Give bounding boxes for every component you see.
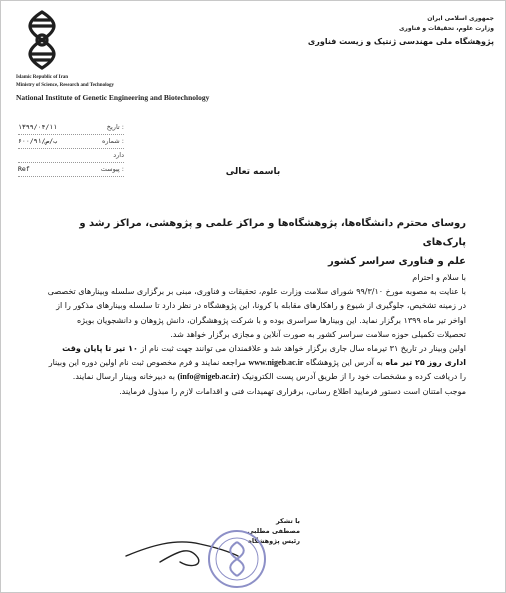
recipients [46, 214, 466, 271]
persian-header [234, 14, 494, 48]
letter-heading: باسمه تعالی [225, 167, 281, 177]
email-link[interactable]: (info@nigeb.ac.ir) [177, 372, 240, 382]
country-en: Islamic Republic of Iran [16, 75, 69, 80]
paragraph-3: موجب امتنان است دستور فرمایید اطلاع رسانی، برقراری تهمیدات فنی و اقدامات لازم را مبذول فرمایند. [119, 386, 466, 396]
official-stamp [206, 528, 268, 590]
attachment-label: پیوست : [100, 165, 124, 173]
ministry-en: Ministry of Science, Research and Technology [16, 83, 114, 88]
date-label: تاریخ : [106, 123, 124, 131]
date-value: ۱۳۹۹/۰۴/۱۱ [18, 123, 58, 131]
paragraph-2 [46, 342, 466, 385]
has-row [18, 149, 124, 163]
recipients-line-2: علم و فناوری سراسر کشور [328, 256, 466, 267]
registration-period: ۱۰ تیر تا پایان وقت اداری روز ۲۵ تیر ماه [62, 344, 466, 368]
institute-logo [16, 8, 68, 72]
number-row [18, 135, 124, 149]
p2-middle: به آدرس این پژوهشگاه [303, 358, 386, 368]
letter-body [46, 271, 466, 399]
attachment-value: Ref [18, 165, 30, 173]
p2-end: به دبیرخانه وبینار ارسال نمایند. [72, 372, 178, 382]
country-fa: جمهوری اسلامی ایران [427, 15, 494, 22]
number-label: شماره : [102, 137, 124, 145]
paragraph-1: با عنایت به مصوبه مورخ ۹۹/۳/۱۰ شورای سلامت وزارت علوم، تحقیقات و فناوری، مبنی بر برگزاری سلسله وبینارهای تخصصی در زمینه تشخیص، جلوگیری از شیوع و راهکارهای مقابله با کرونا، این پژوهشگاه در نظر دارد تا سلسله وبینارهای مذکور را از اواخر تیر ماه ۱۳۹۹ برگزار نماید. این وبینارها سراسری بوده و با شرکت پژوهشگران، دانش پژوهان و دانشجویان بویژه تحصیلات تکمیلی حوزه سلامت سراسر کشور به صورت آنلاین و مجازی برگزار خواهد شد. [47, 287, 466, 339]
number-value: ۶۰۰/ب/ص/۹۱ [18, 137, 58, 145]
p2-before: اولین وبینار در تاریخ ۳۱ تیرماه سال جاری برگزار خواهد شد و علاقمندان می توانند جهت ثبت نام از [137, 344, 466, 354]
website-link[interactable]: www.nigeb.ac.ir [248, 358, 304, 368]
institute-name-en: National Institute of Genetic Engineering and Biotechnology [16, 93, 210, 102]
signer-name: مصطفی مطلبی [247, 527, 300, 535]
ministry-fa: وزارت علوم، تحقیقات و فناوری [398, 25, 494, 32]
signer-title: رئیس پژوهشگاه [248, 537, 300, 545]
recipients-line-1: روسای محترم دانشگاه‌ها، پژوهشگاه‌ها و مراکز علمی و پژوهشی، مراکز رشد و پارک‌های [79, 218, 466, 248]
english-header [16, 74, 316, 103]
greeting: با سلام و احترام [412, 273, 466, 282]
has-label: دارد [113, 151, 124, 159]
date-row [18, 121, 124, 135]
institute-name-fa: پژوهشگاه ملی مهندسی ژنتیک و زیست فناوری [307, 37, 494, 46]
p2-after: مراجعه نمایند و فرم مخصوص ثبت نام اولین دوره این وبینار را دریافت کرده و مشخصات خود را از طریق آدرس پست الکترونیک [48, 358, 466, 382]
thanks: با تشکر [275, 517, 300, 525]
